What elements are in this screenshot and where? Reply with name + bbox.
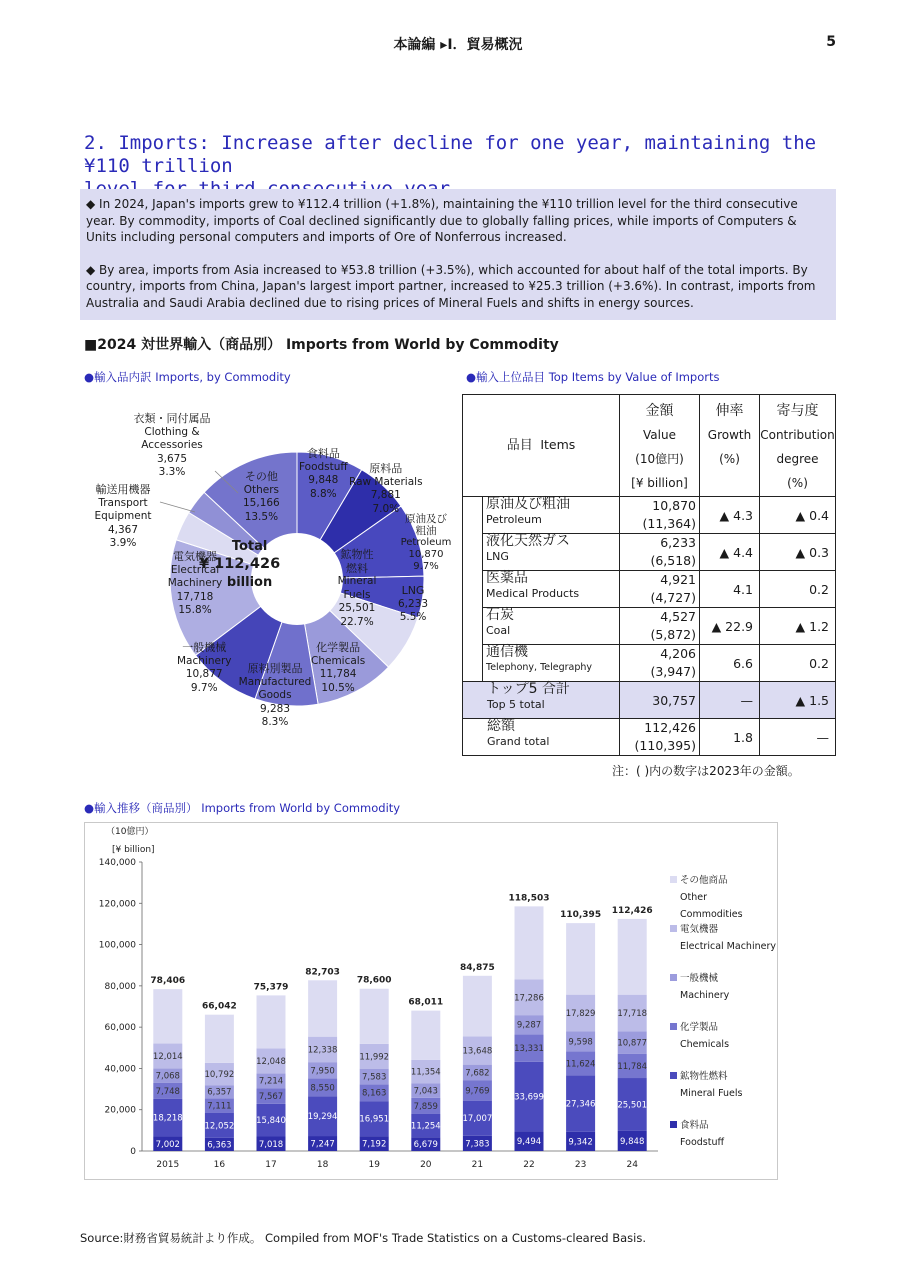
bar-data-label: 12,338 xyxy=(307,1045,338,1056)
label-pct: 8.3% xyxy=(261,716,289,728)
item-jp: 液化天然ガス xyxy=(486,533,570,549)
legend-label-en: Machinery xyxy=(680,990,730,1001)
center-unit: billion xyxy=(226,575,273,590)
bar-data-label: 7,043 xyxy=(413,1086,438,1097)
table-value xyxy=(620,645,700,682)
x-tick-label: 22 xyxy=(523,1160,535,1170)
donut-label-manufactured-goods xyxy=(236,662,314,730)
summary-box xyxy=(80,189,836,320)
x-tick-label: 23 xyxy=(574,1160,587,1170)
legend-item xyxy=(670,970,729,1004)
center-value: ¥ 112,426 xyxy=(199,556,281,572)
bar-total-label: 78,600 xyxy=(356,975,392,986)
legend-label-jp: その他商品 xyxy=(680,875,728,886)
legend-label-en: Foodstuff xyxy=(680,1137,725,1148)
y-tick-label: 120,000 xyxy=(98,899,136,910)
legend-label-jp: 食料品 xyxy=(680,1120,709,1131)
value-prev: (110,395) xyxy=(634,738,696,753)
label-value: 7,881 xyxy=(370,489,401,501)
item-jp: 通信機 xyxy=(486,644,528,660)
table-indent xyxy=(463,571,483,608)
table-value xyxy=(620,497,700,534)
table-row xyxy=(463,497,836,534)
label-en: Raw Materials xyxy=(349,475,423,488)
item-en: Grand total xyxy=(487,735,550,748)
table-row xyxy=(463,645,836,682)
breadcrumb: 本論編 ▸Ⅰ．貿易概況 xyxy=(393,37,523,53)
table-row xyxy=(463,608,836,645)
table-value: 30,757 xyxy=(620,682,700,719)
header-contribution-jp: 寄与度 xyxy=(776,403,819,419)
bar-data-label: 16,951 xyxy=(359,1114,390,1125)
bar-segment xyxy=(463,976,492,1037)
header-items xyxy=(463,395,620,497)
table-contribution: ▲ 1.5 xyxy=(760,682,836,719)
label-en: Others xyxy=(243,483,280,496)
bar-data-label: 7,192 xyxy=(362,1139,387,1150)
table-growth: 1.8 xyxy=(700,719,760,756)
label-en: Electrical Machinery xyxy=(167,563,223,589)
label-value: 25,501 xyxy=(338,602,376,614)
bar-data-label: 17,829 xyxy=(565,1009,596,1020)
table-note: 注：( )内の数字は2023年の金額。 xyxy=(612,764,800,778)
header-value-unit-en: [¥ billion] xyxy=(631,476,688,490)
chart-bars xyxy=(153,906,646,1151)
label-en: Transport Equipment xyxy=(94,496,152,522)
donut-label-raw-materials xyxy=(349,462,423,516)
header-contribution-en1: Contribution xyxy=(760,428,835,442)
bar-data-label: 11,254 xyxy=(410,1121,441,1132)
page-header xyxy=(0,34,916,54)
table-indent xyxy=(463,534,483,571)
x-tick-label: 24 xyxy=(626,1160,638,1170)
bar-data-label: 7,018 xyxy=(258,1139,284,1150)
bar-data-label: 7,214 xyxy=(258,1076,284,1087)
legend-item xyxy=(670,1117,724,1151)
bar-total-label: 84,875 xyxy=(460,962,495,973)
bar-data-label: 17,007 xyxy=(462,1114,493,1125)
table-contribution: ▲ 0.3 xyxy=(760,534,836,571)
x-tick-label: 21 xyxy=(471,1160,484,1170)
bar-data-label: 11,784 xyxy=(617,1061,648,1072)
label-value: 4,367 xyxy=(107,523,139,536)
page-number: 5 xyxy=(826,34,836,50)
bar-total-label: 75,379 xyxy=(253,982,289,993)
bar-total-label: 110,395 xyxy=(560,910,602,921)
label-jp: 原料品 xyxy=(369,462,403,475)
label-value: 10,870 xyxy=(408,549,444,560)
table-item xyxy=(483,608,620,645)
y-unit-jp: （10億円） xyxy=(106,827,154,837)
label-pct: 13.5% xyxy=(244,510,279,523)
y-tick-label: 0 xyxy=(130,1147,136,1157)
bar-data-label: 7,567 xyxy=(258,1092,284,1103)
bar-data-label: 12,014 xyxy=(152,1051,183,1062)
legend-label-jp: 電気機器 xyxy=(680,924,719,935)
bar-data-label: 27,346 xyxy=(565,1099,596,1110)
label-value: 10,877 xyxy=(185,668,223,680)
leader-line-transport xyxy=(160,502,195,512)
table-row-total xyxy=(463,719,836,756)
donut-label-petroleum xyxy=(400,513,452,573)
bar-data-label: 7,002 xyxy=(155,1139,180,1150)
header-items-en: Items xyxy=(540,437,576,452)
donut-label-electrical-machinery xyxy=(166,550,224,618)
legend-label-en: Chemicals xyxy=(680,1039,730,1050)
subtitle: ■2024 対世界輸入（商品別） Imports from World by Commodity xyxy=(84,337,559,353)
summary-paragraph-1: ◆ In 2024, Japan's imports grew to ¥112.4 trillion (+1.8%), maintaining the ¥110 trillion level for the third consecutive year. By commodity, imports of Coal declined significantly due to globally falling prices, while imports of Computers & Units including personal computers and imports of Ore of Nonferrous increased. xyxy=(86,197,798,244)
label-value: 11,784 xyxy=(319,668,357,680)
label-pct: 7.0% xyxy=(372,502,400,515)
table-contribution: ▲ 0.4 xyxy=(760,497,836,534)
label-en: Mineral Fuels xyxy=(337,575,377,601)
bar-total-label: 118,503 xyxy=(508,893,550,904)
label-jp: 電気機器 xyxy=(173,550,217,563)
y-tick-label: 20,000 xyxy=(104,1105,136,1116)
donut-label-mineral-fuels xyxy=(336,548,378,629)
bar-data-label: 17,718 xyxy=(617,1008,648,1019)
bar-data-label: 6,357 xyxy=(207,1087,232,1098)
legend-swatch xyxy=(670,1121,677,1128)
item-en: LNG xyxy=(486,550,509,563)
header-contribution-en2: degree xyxy=(776,452,819,466)
legend-label-jp: 鉱物性燃料 xyxy=(680,1071,728,1082)
donut-label-transport-equipment xyxy=(90,483,156,551)
legend-item xyxy=(670,1019,729,1053)
x-tick-label: 2015 xyxy=(156,1160,180,1170)
label-value: 9,848 xyxy=(308,474,339,486)
label-en: Foodstuff xyxy=(299,460,348,473)
table-contribution: 0.2 xyxy=(760,571,836,608)
label-pct: 10.5% xyxy=(321,681,355,694)
label-pct: 3.9% xyxy=(109,537,137,549)
y-tick-label: 80,000 xyxy=(104,981,136,992)
table-value xyxy=(620,534,700,571)
label-pct: 3.3% xyxy=(158,466,186,478)
label-pct: 15.8% xyxy=(178,604,212,616)
donut-label-machinery xyxy=(177,641,231,695)
table-item xyxy=(463,682,620,719)
bar-data-label: 13,648 xyxy=(462,1046,493,1057)
label-jp: その他 xyxy=(244,470,278,483)
label-jp: 鉱物性燃料 xyxy=(340,548,374,575)
label-jp: 一般機械 xyxy=(182,641,227,654)
value-prev: (4,727) xyxy=(650,590,696,605)
top-items-table xyxy=(462,394,836,756)
value-current: 10,870 xyxy=(652,498,696,513)
bar-data-label: 12,052 xyxy=(204,1121,235,1132)
item-jp: トップ5 合計 xyxy=(487,681,570,697)
header-growth xyxy=(700,395,760,497)
legend-swatch xyxy=(670,925,677,932)
bar-data-label: 8,550 xyxy=(310,1083,335,1094)
summary-paragraph-2: ◆ By area, imports from Asia increased to ¥53.8 trillion (+3.5%), which accounted for about half of the total imports. By country, imports from China, Japan's largest import partner, increased to ¥25.3 trillion (+3.6%). In contrast, imports from Australia and Saudi Arabia declined due to rising prices of Mineral Fuels and shifts in energy sources. xyxy=(86,262,816,310)
y-unit-en: [¥ billion] xyxy=(112,845,155,855)
bar-segment xyxy=(566,923,595,995)
value-prev: (3,947) xyxy=(650,664,696,679)
table-item xyxy=(483,571,620,608)
table-row xyxy=(463,571,836,608)
source-note: Source:財務省貿易統計より作成。 Compiled from MOF's Trade Statistics on a Customs-cleared Basis. xyxy=(80,1231,646,1245)
bar-data-label: 17,286 xyxy=(514,993,544,1004)
item-jp: 総額 xyxy=(487,718,515,734)
legend-item xyxy=(670,1068,743,1102)
label-en: Clothing & Accessories xyxy=(141,425,203,451)
table-value xyxy=(620,571,700,608)
legend-label-jp: 一般機械 xyxy=(680,973,719,984)
table-item xyxy=(463,719,620,756)
donut-label-others xyxy=(243,470,280,524)
bar-chart-heading: ●輸入推移（商品別） Imports from World by Commodity xyxy=(84,801,401,815)
label-en: Machinery xyxy=(177,654,232,667)
table-heading: ●輸入上位品目 Top Items by Value of Imports xyxy=(466,370,720,384)
label-pct: 22.7% xyxy=(340,615,374,628)
header-contribution-unit: (%) xyxy=(787,476,808,490)
y-tick-label: 60,000 xyxy=(104,1023,136,1034)
bar-total-label: 112,426 xyxy=(611,905,653,916)
item-en: Coal xyxy=(486,624,511,637)
label-jp: 原料別製品 xyxy=(247,662,303,675)
bar-segment xyxy=(360,989,389,1044)
table-item xyxy=(483,497,620,534)
table-growth: 6.6 xyxy=(700,645,760,682)
bar-data-label: 7,111 xyxy=(207,1101,232,1112)
value-prev: (11,364) xyxy=(642,516,696,531)
bar-data-label: 7,859 xyxy=(413,1101,438,1112)
label-jp: LNG xyxy=(401,584,425,597)
table-row-top5 xyxy=(463,682,836,719)
y-tick-label: 40,000 xyxy=(104,1064,136,1075)
bar-total-label: 68,011 xyxy=(408,997,444,1008)
bar-data-label: 7,748 xyxy=(155,1086,180,1097)
bar-data-label: 7,383 xyxy=(465,1139,490,1150)
table-growth: ▲ 4.3 xyxy=(700,497,760,534)
table-contribution: — xyxy=(760,719,836,756)
header-growth-en: Growth xyxy=(707,428,752,442)
label-jp: 衣類・同付属品 xyxy=(133,412,211,425)
table-indent xyxy=(463,497,483,534)
label-value: 9,283 xyxy=(259,702,291,715)
item-jp: 原油及び粗油 xyxy=(486,496,570,512)
label-jp: 化学製品 xyxy=(316,641,361,654)
bar-segment xyxy=(308,980,337,1036)
bar-segment xyxy=(618,919,647,995)
donut-label-lng xyxy=(398,584,428,625)
bar-data-label: 9,494 xyxy=(516,1137,542,1148)
legend-item xyxy=(670,872,743,923)
bar-data-label: 7,247 xyxy=(310,1139,335,1150)
table-row xyxy=(463,534,836,571)
table-growth: ▲ 4.4 xyxy=(700,534,760,571)
bar-data-label: 9,598 xyxy=(568,1037,593,1048)
table-contribution: ▲ 1.2 xyxy=(760,608,836,645)
value-current: 6,233 xyxy=(660,535,696,550)
y-tick-label: 140,000 xyxy=(98,858,136,868)
bar-data-label: 7,682 xyxy=(465,1068,490,1079)
legend-swatch xyxy=(670,1023,677,1030)
header-value-en: Value xyxy=(643,428,676,442)
label-value: 6,233 xyxy=(398,597,429,610)
item-jp: 医薬品 xyxy=(486,570,528,586)
y-tick-label: 100,000 xyxy=(98,940,136,951)
bar-data-label: 7,068 xyxy=(155,1071,180,1082)
x-tick-label: 19 xyxy=(368,1160,380,1170)
table-header-row xyxy=(463,395,836,497)
label-value: 17,718 xyxy=(176,590,214,603)
item-en: Top 5 total xyxy=(487,698,545,711)
label-en: Petroleum xyxy=(400,537,452,548)
label-jp: 食料品 xyxy=(306,447,340,460)
header-value-unit: (10億円) xyxy=(635,452,684,466)
table-indent xyxy=(463,645,483,682)
table-value xyxy=(620,719,700,756)
section-title-line1: 2. Imports: Increase after decline for one year, maintaining the ¥110 trillion xyxy=(84,132,817,177)
table-contribution: 0.2 xyxy=(760,645,836,682)
item-en: Telephony, Telegraphy xyxy=(486,662,593,673)
header-growth-jp: 伸率 xyxy=(715,403,744,419)
bar-data-label: 13,331 xyxy=(514,1044,544,1055)
donut-heading: ●輸入品内訳 Imports, by Commodity xyxy=(84,370,291,384)
label-pct: 5.5% xyxy=(399,611,427,623)
bar-data-label: 7,583 xyxy=(362,1072,387,1083)
legend-label-en: Electrical Machinery xyxy=(680,941,776,952)
legend-swatch xyxy=(670,974,677,981)
label-pct: 8.8% xyxy=(309,487,337,500)
bar-data-label: 6,363 xyxy=(207,1140,232,1151)
bar-data-label: 19,294 xyxy=(307,1112,338,1123)
table-value xyxy=(620,608,700,645)
label-jp: 輸送用機器 xyxy=(95,483,151,496)
table-growth: 4.1 xyxy=(700,571,760,608)
header-items-jp: 品目 xyxy=(506,438,533,453)
legend-swatch xyxy=(670,876,677,883)
label-en: Manufactured Goods xyxy=(238,675,312,701)
bar-data-label: 15,840 xyxy=(256,1116,286,1127)
donut-center-label xyxy=(199,538,281,591)
bar-segment xyxy=(411,1011,440,1060)
table-growth: — xyxy=(700,682,760,719)
bar-data-label: 9,769 xyxy=(465,1086,490,1097)
table-indent xyxy=(463,608,483,645)
x-tick-label: 17 xyxy=(265,1160,277,1170)
label-jp: 原油及び粗油 xyxy=(405,513,447,537)
center-total: Total xyxy=(231,539,268,554)
bar-data-label: 18,218 xyxy=(152,1113,183,1124)
table-item xyxy=(483,534,620,571)
bar-data-label: 10,877 xyxy=(617,1038,648,1049)
bar-total-label: 78,406 xyxy=(150,976,186,987)
table-growth: ▲ 22.9 xyxy=(700,608,760,645)
header-growth-unit: (%) xyxy=(719,452,740,466)
item-en: Medical Products xyxy=(486,587,580,600)
donut-label-clothing xyxy=(128,412,216,480)
bar-data-label: 10,792 xyxy=(204,1070,235,1081)
legend-swatch xyxy=(670,1072,677,1079)
bar-segment xyxy=(257,995,286,1048)
x-tick-label: 20 xyxy=(420,1160,432,1170)
bar-data-label: 25,501 xyxy=(617,1100,648,1111)
bar-data-label: 33,699 xyxy=(514,1092,544,1103)
value-prev: (5,872) xyxy=(650,627,696,642)
bar-total-label: 66,042 xyxy=(202,1001,237,1012)
header-value-jp: 金額 xyxy=(645,403,674,419)
bar-data-label: 6,679 xyxy=(413,1140,438,1151)
bar-data-label: 11,992 xyxy=(359,1052,390,1063)
value-current: 112,426 xyxy=(644,720,696,735)
bar-data-label: 9,848 xyxy=(620,1136,645,1147)
bar-total-label: 82,703 xyxy=(305,967,340,978)
bar-data-label: 12,048 xyxy=(256,1056,286,1067)
legend-label-en2: Commodities xyxy=(680,909,743,920)
legend-item xyxy=(670,921,776,955)
value-current: 4,527 xyxy=(660,609,696,624)
item-en: Petroleum xyxy=(486,513,542,526)
label-value: 15,166 xyxy=(243,497,280,509)
bar-data-label: 8,163 xyxy=(362,1088,387,1099)
donut-label-foodstuff xyxy=(299,447,348,501)
value-current: 4,206 xyxy=(660,646,696,661)
label-en: Chemicals xyxy=(311,654,366,667)
value-prev: (6,518) xyxy=(650,553,696,568)
item-jp: 石炭 xyxy=(486,607,514,623)
donut-label-chemicals xyxy=(311,641,365,695)
bar-data-label: 11,354 xyxy=(410,1067,441,1078)
header-contribution xyxy=(760,395,836,497)
label-pct: 9.7% xyxy=(413,561,439,572)
bar-data-label: 9,342 xyxy=(568,1137,593,1148)
bar-segment xyxy=(205,1015,234,1063)
value-current: 4,921 xyxy=(660,572,696,587)
legend-label-jp: 化学製品 xyxy=(680,1022,719,1033)
bar-data-label: 9,287 xyxy=(516,1020,542,1031)
label-pct: 9.7% xyxy=(190,681,218,694)
bar-data-label: 11,624 xyxy=(565,1059,596,1070)
bar-data-label: 7,950 xyxy=(310,1066,335,1077)
bar-segment xyxy=(153,989,182,1043)
legend-label-en: Other xyxy=(680,892,707,903)
x-tick-label: 18 xyxy=(316,1160,329,1170)
x-tick-label: 16 xyxy=(213,1160,226,1170)
table-item xyxy=(483,645,620,682)
legend-label-en: Mineral Fuels xyxy=(680,1088,743,1099)
label-value: 3,675 xyxy=(156,452,188,465)
bar-segment xyxy=(515,906,544,979)
header-value xyxy=(620,395,700,497)
